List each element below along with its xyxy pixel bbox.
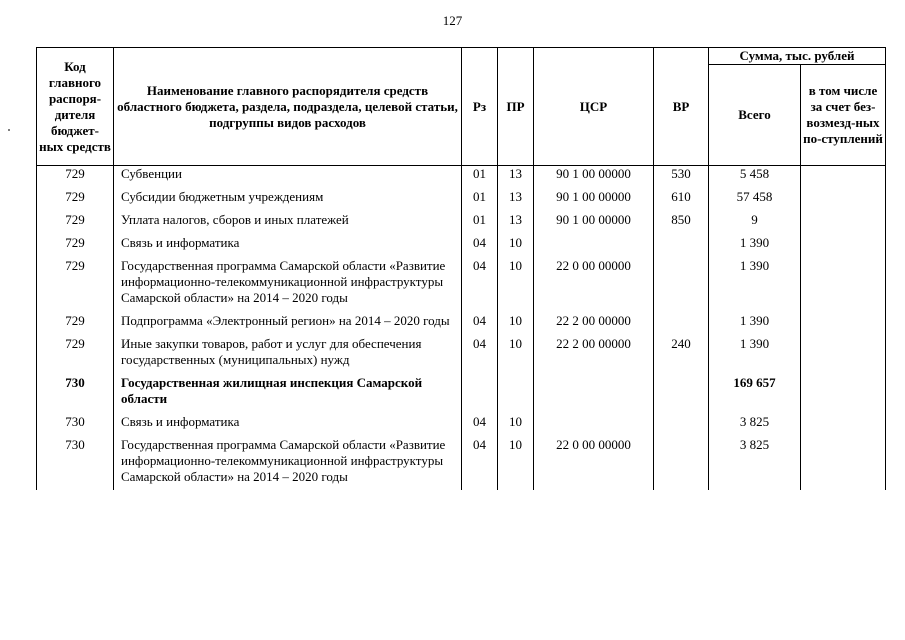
row-grant xyxy=(801,435,886,490)
row-grant xyxy=(801,210,886,233)
row-grant xyxy=(801,373,886,412)
row-grant xyxy=(801,233,886,256)
row-name: Уплата налогов, сборов и иных платежей xyxy=(114,210,462,233)
row-total: 169 657 xyxy=(709,373,801,412)
row-vr xyxy=(654,311,709,334)
header-vr: ВР xyxy=(654,48,709,166)
row-total: 5 458 xyxy=(709,166,801,188)
table-row xyxy=(37,412,886,435)
row-csr: 22 2 00 00000 xyxy=(534,334,654,373)
row-code: 729 xyxy=(37,256,114,311)
row-pr: 10 xyxy=(498,233,534,256)
row-vr xyxy=(654,435,709,490)
row-grant xyxy=(801,187,886,210)
row-pr: 13 xyxy=(498,187,534,210)
row-total: 1 390 xyxy=(709,334,801,373)
row-pr: 10 xyxy=(498,435,534,490)
row-vr xyxy=(654,256,709,311)
row-total: 57 458 xyxy=(709,187,801,210)
row-rz: 04 xyxy=(462,334,498,373)
row-name: Субвенции xyxy=(114,166,462,188)
row-vr xyxy=(654,233,709,256)
header-pr: ПР xyxy=(498,48,534,166)
table-header xyxy=(37,48,886,166)
row-grant xyxy=(801,166,886,188)
row-total: 3 825 xyxy=(709,435,801,490)
row-csr xyxy=(534,373,654,412)
row-name: Иные закупки товаров, работ и услуг для обеспечения государственных (муниципальных) нужд xyxy=(114,334,462,373)
header-rz: Рз xyxy=(462,48,498,166)
row-name: Подпрограмма «Электронный регион» на 2014 – 2020 годы xyxy=(114,311,462,334)
row-pr xyxy=(498,373,534,412)
row-total: 1 390 xyxy=(709,233,801,256)
row-vr: 240 xyxy=(654,334,709,373)
row-code: 730 xyxy=(37,412,114,435)
header-sum: Сумма, тыс. рублей xyxy=(709,48,886,65)
row-code: 729 xyxy=(37,233,114,256)
row-code: 729 xyxy=(37,311,114,334)
row-rz: 01 xyxy=(462,210,498,233)
table-row xyxy=(37,435,886,490)
row-code: 729 xyxy=(37,334,114,373)
row-code: 730 xyxy=(37,373,114,412)
row-total: 1 390 xyxy=(709,311,801,334)
row-name: Государственная программа Самарской области «Развитие информационно-телекоммуникационной инфраструктуры Самарской области» на 2014 – 2020 годы xyxy=(114,256,462,311)
row-grant xyxy=(801,256,886,311)
row-rz: 04 xyxy=(462,311,498,334)
row-vr xyxy=(654,373,709,412)
row-rz: 04 xyxy=(462,256,498,311)
row-pr: 10 xyxy=(498,256,534,311)
row-code: 729 xyxy=(37,187,114,210)
row-pr: 10 xyxy=(498,311,534,334)
row-csr: 90 1 00 00000 xyxy=(534,187,654,210)
table-row xyxy=(37,166,886,188)
table-row xyxy=(37,187,886,210)
header-grant: в том числе за счет без-возмезд-ных по-ступлений xyxy=(801,65,886,166)
row-rz: 01 xyxy=(462,187,498,210)
row-csr: 22 0 00 00000 xyxy=(534,435,654,490)
row-total: 9 xyxy=(709,210,801,233)
row-pr: 13 xyxy=(498,210,534,233)
row-vr xyxy=(654,412,709,435)
row-name: Связь и информатика xyxy=(114,412,462,435)
row-vr: 530 xyxy=(654,166,709,188)
row-csr: 22 2 00 00000 xyxy=(534,311,654,334)
row-total: 3 825 xyxy=(709,412,801,435)
table-row xyxy=(37,210,886,233)
row-grant xyxy=(801,334,886,373)
row-code: 729 xyxy=(37,166,114,188)
header-total: Всего xyxy=(709,65,801,166)
table-row xyxy=(37,311,886,334)
row-name: Государственная программа Самарской области «Развитие информационно-телекоммуникационной инфраструктуры Самарской области» на 2014 – 2020 годы xyxy=(114,435,462,490)
row-pr: 10 xyxy=(498,334,534,373)
row-vr: 850 xyxy=(654,210,709,233)
row-csr: 90 1 00 00000 xyxy=(534,166,654,188)
row-csr xyxy=(534,233,654,256)
table-row xyxy=(37,256,886,311)
row-rz: 01 xyxy=(462,166,498,188)
table-row xyxy=(37,233,886,256)
header-code: Код главного распоря-дителя бюджет-ных средств xyxy=(37,48,114,166)
row-grant xyxy=(801,311,886,334)
row-name: Субсидии бюджетным учреждениям xyxy=(114,187,462,210)
header-name: Наименование главного распорядителя средств областного бюджета, раздела, подраздела, целевой статьи, подгруппы видов расходов xyxy=(114,48,462,166)
scan-mark xyxy=(8,129,10,131)
row-code: 729 xyxy=(37,210,114,233)
page-number: 127 xyxy=(442,13,463,28)
table-body xyxy=(37,166,886,491)
row-rz: 04 xyxy=(462,233,498,256)
row-pr: 13 xyxy=(498,166,534,188)
row-grant xyxy=(801,412,886,435)
table-row xyxy=(37,373,886,412)
row-csr xyxy=(534,412,654,435)
row-rz: 04 xyxy=(462,435,498,490)
row-name: Связь и информатика xyxy=(114,233,462,256)
row-rz xyxy=(462,373,498,412)
header-csr: ЦСР xyxy=(534,48,654,166)
row-csr: 22 0 00 00000 xyxy=(534,256,654,311)
row-rz: 04 xyxy=(462,412,498,435)
row-pr: 10 xyxy=(498,412,534,435)
row-total: 1 390 xyxy=(709,256,801,311)
row-csr: 90 1 00 00000 xyxy=(534,210,654,233)
budget-table xyxy=(36,47,886,490)
row-code: 730 xyxy=(37,435,114,490)
row-vr: 610 xyxy=(654,187,709,210)
row-name: Государственная жилищная инспекция Самарской области xyxy=(114,373,462,412)
table-row xyxy=(37,334,886,373)
